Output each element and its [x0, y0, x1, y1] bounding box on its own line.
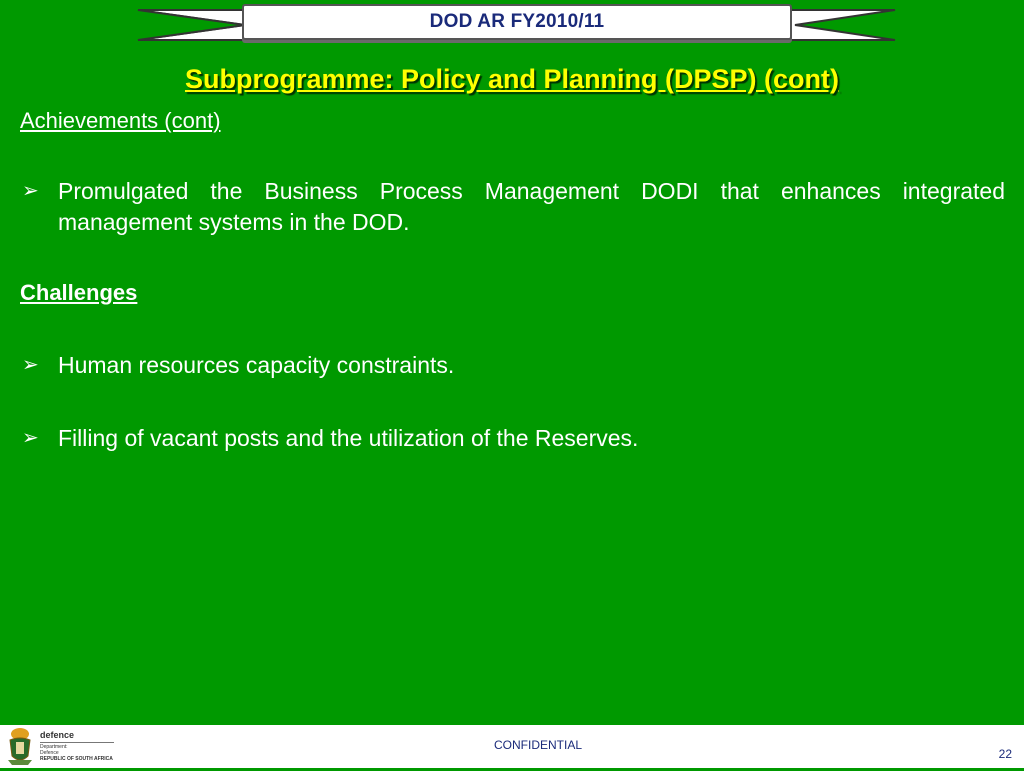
arrow-bullet-icon: ➢ [22, 427, 39, 449]
logo-line-2: Defence [40, 750, 59, 756]
arrow-bullet-icon: ➢ [22, 354, 39, 376]
slide-title: Subprogramme: Policy and Planning (DPSP) (cont) [184, 64, 840, 94]
page-number: 22 [998, 747, 1012, 761]
achievement-text: Promulgated the Business Process Management DODI that enhances integrated management systems in the DOD. [58, 178, 1005, 235]
achievement-item [20, 176, 1005, 238]
header-banner [0, 0, 1024, 48]
slide-content [20, 108, 1005, 454]
challenge-text: Filling of vacant posts and the utilization of the Reserves. [58, 425, 639, 451]
achievements-heading: Achievements (cont) [20, 108, 221, 133]
challenge-item [20, 350, 1005, 381]
confidential-label: CONFIDENTIAL [493, 738, 582, 752]
logo-line-3: REPUBLIC OF SOUTH AFRICA [40, 756, 113, 762]
footer [0, 725, 1024, 768]
challenge-text: Human resources capacity constraints. [58, 352, 455, 378]
challenges-heading: Challenges [20, 280, 138, 305]
header-title: DOD AR FY2010/11 [429, 11, 605, 32]
arrow-bullet-icon: ➢ [22, 180, 39, 202]
logo-name: defence [40, 730, 75, 740]
logo-line-1: Department: [40, 744, 68, 750]
header-title-box [242, 4, 792, 40]
challenge-item [20, 423, 1005, 454]
